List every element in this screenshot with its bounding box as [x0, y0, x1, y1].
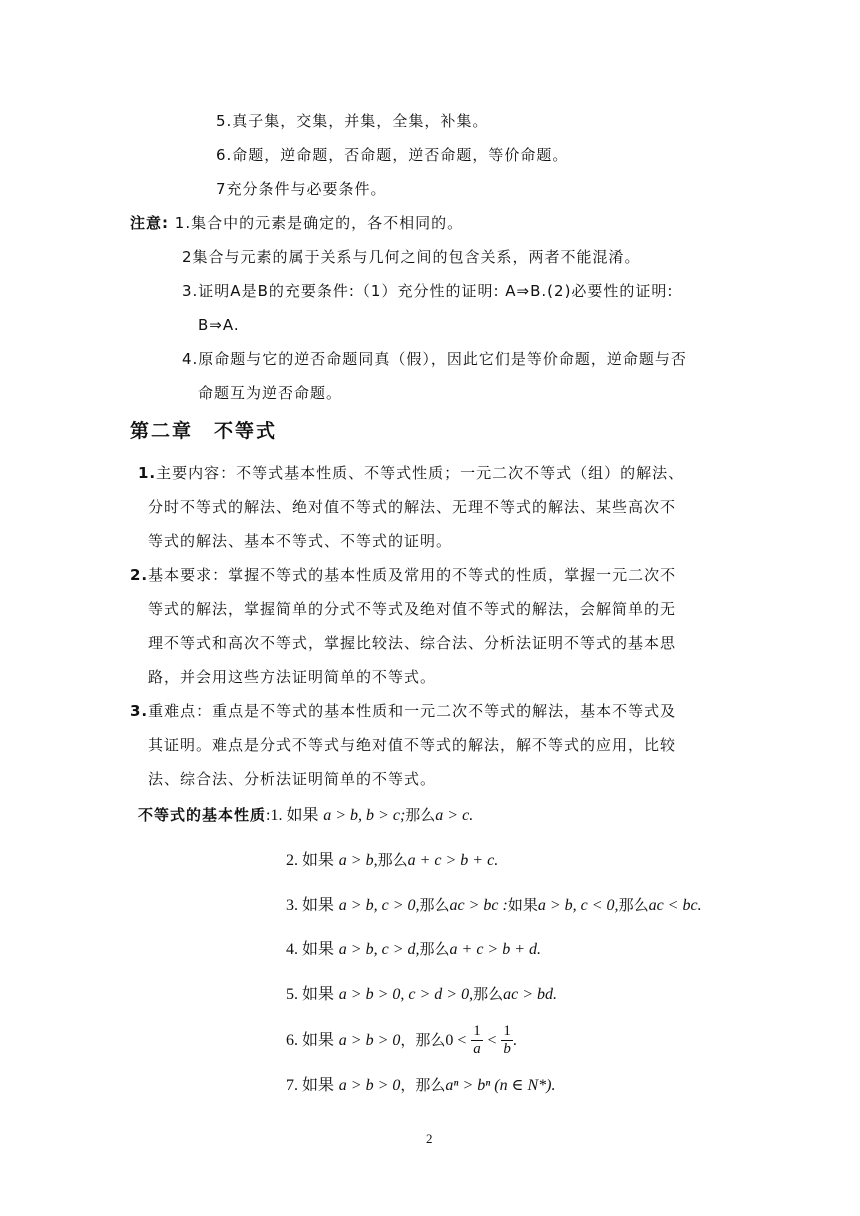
note-4-line-1: 4.原命题与它的逆否命题同真（假），因此它们是等价命题，逆命题与否 — [182, 350, 687, 368]
property-6-prefix: 6. 如果 — [286, 1032, 335, 1049]
property-3-condition-2: a > b, c < 0, — [537, 897, 619, 914]
property-5-prefix: 5. 如果 — [286, 986, 335, 1003]
property-1 — [138, 804, 473, 827]
note-3-line-1: 3.证明A是B的充要条件:（1）充分性的证明: A⇒B.(2)必要性的证明: — [182, 282, 674, 300]
property-7-then: ，那么 — [400, 1076, 446, 1094]
section-1-number: 1. — [138, 464, 157, 482]
property-4-prefix: 4. 如果 — [286, 941, 335, 958]
property-4 — [286, 938, 541, 961]
property-3-result: ac > bc : — [449, 897, 508, 914]
property-7 — [286, 1074, 555, 1097]
note-4-line-2: 命题互为逆否命题。 — [198, 384, 343, 402]
property-4-result: a + c > b + d. — [449, 941, 542, 958]
section-2-line-3: 理不等式和高次不等式，掌握比较法、综合法、分析法证明不等式的基本思 — [148, 634, 677, 652]
property-1-result: a > c. — [435, 807, 474, 824]
fraction-1-over-b — [501, 1023, 513, 1058]
property-1-condition: a > b, b > c; — [323, 807, 406, 824]
chapter-title: 第二章 不等式 — [130, 420, 278, 442]
section-3-line-2: 其证明。难点是分式不等式与绝对值不等式的解法，解不等式的应用，比较 — [148, 736, 677, 754]
note-1-line — [130, 212, 463, 234]
property-7-result: aⁿ > bⁿ (n ∈ N*). — [445, 1077, 556, 1094]
property-4-condition: a > b, c > d, — [338, 941, 420, 958]
property-1-then: 那么 — [405, 806, 436, 824]
note-label: 注意: — [130, 214, 169, 232]
fraction-denominator: a — [473, 1041, 481, 1057]
property-7-prefix: 7. 如果 — [286, 1077, 335, 1094]
item-5: 5.真子集，交集，并集，全集，补集。 — [216, 112, 489, 130]
section-2-text-1: 基本要求：掌握不等式的基本性质及常用的不等式的性质，掌握一元二次不 — [148, 566, 677, 584]
property-6-zero: 0 < — [445, 1032, 467, 1049]
section-3-line-1 — [130, 700, 676, 722]
fraction-numerator: 1 — [503, 1023, 511, 1039]
property-3-prefix: 3. 如果 — [286, 897, 335, 914]
item-6: 6.命题，逆命题，否命题，逆否命题，等价命题。 — [216, 146, 569, 164]
property-5-result: ac > bd. — [503, 986, 558, 1003]
property-1-prefix: :1. 如果 — [266, 807, 319, 824]
property-2-result: a + c > b + c. — [407, 852, 499, 869]
item-7: 7充分条件与必要条件。 — [216, 180, 387, 198]
section-3-number: 3. — [130, 702, 149, 720]
property-5-then: 那么 — [473, 985, 504, 1003]
note-1: 1.集合中的元素是确定的，各不相同的。 — [174, 214, 464, 232]
property-2-then: 那么 — [377, 851, 408, 869]
section-3-line-3: 法、综合法、分析法证明简单的不等式。 — [148, 770, 437, 788]
property-7-condition: a > b > 0 — [338, 1077, 401, 1094]
property-2-condition: a > b, — [338, 852, 378, 869]
section-2-line-1 — [130, 564, 676, 586]
fraction-numerator: 1 — [473, 1023, 481, 1039]
property-5 — [286, 983, 557, 1006]
section-2-number: 2. — [130, 566, 149, 584]
property-3-result-2: ac < bc. — [648, 897, 702, 914]
property-6-dot: . — [512, 1032, 517, 1049]
section-1-line-3: 等式的解法、基本不等式、不等式的证明。 — [148, 532, 453, 550]
property-6 — [286, 1020, 517, 1061]
property-3-if2: 如果 — [507, 896, 538, 914]
property-2 — [286, 849, 498, 872]
section-1-line-2: 分时不等式的解法、绝对值不等式的解法、无理不等式的解法、某些高次不 — [148, 498, 677, 516]
property-4-then: 那么 — [419, 940, 450, 958]
property-5-condition: a > b > 0, c > d > 0, — [338, 986, 474, 1003]
property-6-condition: a > b > 0 — [338, 1032, 401, 1049]
fraction-denominator: b — [503, 1041, 511, 1057]
section-3-text-1: 重难点：重点是不等式的基本性质和一元二次不等式的解法，基本不等式及 — [148, 702, 677, 720]
note-3-line-2: B⇒A. — [198, 316, 240, 334]
note-2: 2集合与元素的属于关系与几何之间的包含关系，两者不能混淆。 — [182, 248, 641, 266]
properties-label: 不等式的基本性质 — [138, 806, 267, 824]
fraction-1-over-a — [471, 1023, 483, 1058]
page-number: 2 — [426, 1131, 433, 1146]
property-3-then: 那么 — [419, 896, 450, 914]
section-1-text-1: 主要内容：不等式基本性质、不等式性质；一元二次不等式（组）的解法、 — [156, 464, 685, 482]
property-6-then: ，那么 — [400, 1031, 446, 1049]
property-2-prefix: 2. 如果 — [286, 852, 335, 869]
section-1-line-1 — [138, 462, 684, 484]
property-3-then-2: 那么 — [618, 896, 649, 914]
property-3-condition: a > b, c > 0, — [338, 897, 420, 914]
section-2-line-4: 路，并会用这些方法证明简单的不等式。 — [148, 668, 437, 686]
property-6-lt: < — [487, 1032, 497, 1049]
property-3 — [286, 894, 702, 917]
section-2-line-2: 等式的解法，掌握简单的分式不等式及绝对值不等式的解法，会解简单的无 — [148, 600, 677, 618]
